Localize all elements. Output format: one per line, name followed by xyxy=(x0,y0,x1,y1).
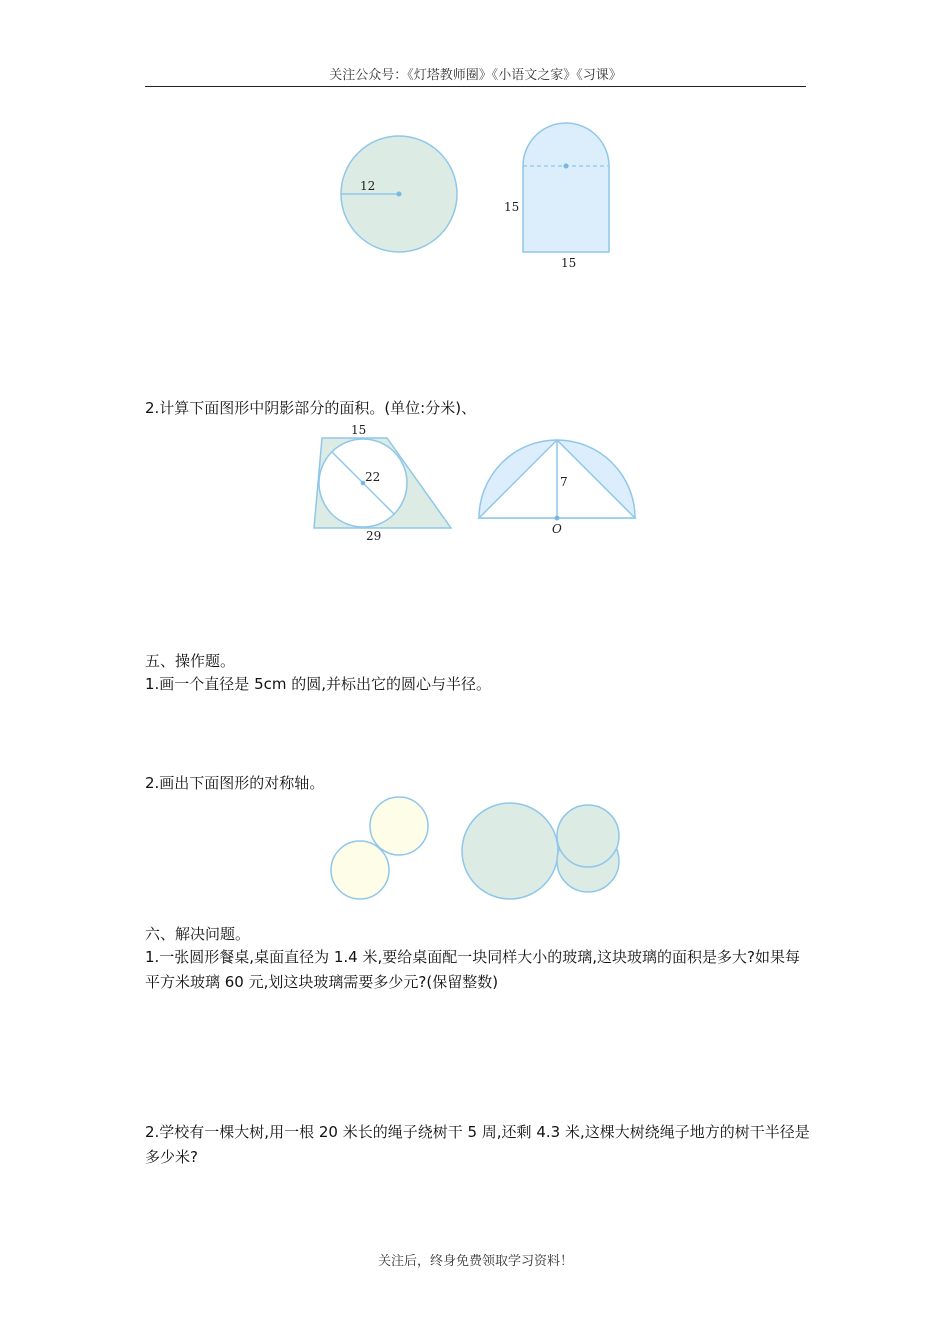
green-circle-small-upper xyxy=(557,805,619,867)
trapezoid-top-label: 15 xyxy=(351,423,367,437)
height-label: 7 xyxy=(560,475,568,489)
question-6-1: 1.一张圆形餐桌,桌面直径为 1.4 米,要给桌面配一块同样大小的玻璃,这块玻璃的面积是多大?如果每平方米玻璃 60 元,划这块玻璃需要多少元?(保留整数) xyxy=(145,948,800,991)
origin-label: O xyxy=(552,522,562,536)
page-header: 关注公众号：《灯塔教师圈》《小语文之家》《习课》 xyxy=(145,64,806,87)
arch-height-label: 15 xyxy=(504,200,520,214)
question-4-2: 2.计算下面图形中阴影部分的面积。(单位:分米)、 xyxy=(145,399,477,417)
question-5-1: 1.画一个直径是 5cm 的圆,并标出它的圆心与半径。 xyxy=(145,675,492,693)
arch-width-label: 15 xyxy=(561,256,577,270)
radius-label: 12 xyxy=(360,179,376,193)
section-6-title: 六、解决问题。 xyxy=(145,925,251,943)
trapezoid-bottom-label: 29 xyxy=(366,529,382,543)
green-circle-large xyxy=(462,803,558,899)
page-footer: 关注后，终身免费领取学习资料！ xyxy=(377,1254,573,1269)
question-5-2: 2.画出下面图形的对称轴。 xyxy=(145,774,325,792)
section-5-title: 五、操作题。 xyxy=(145,652,236,670)
diameter-label: 22 xyxy=(365,470,381,484)
question-6-2: 2.学校有一棵大树,用一根 20 米长的绳子绕树干 5 周,还剩 4.3 米,这棵大树绕绳子地方的树干半径是多少米? xyxy=(145,1123,810,1166)
